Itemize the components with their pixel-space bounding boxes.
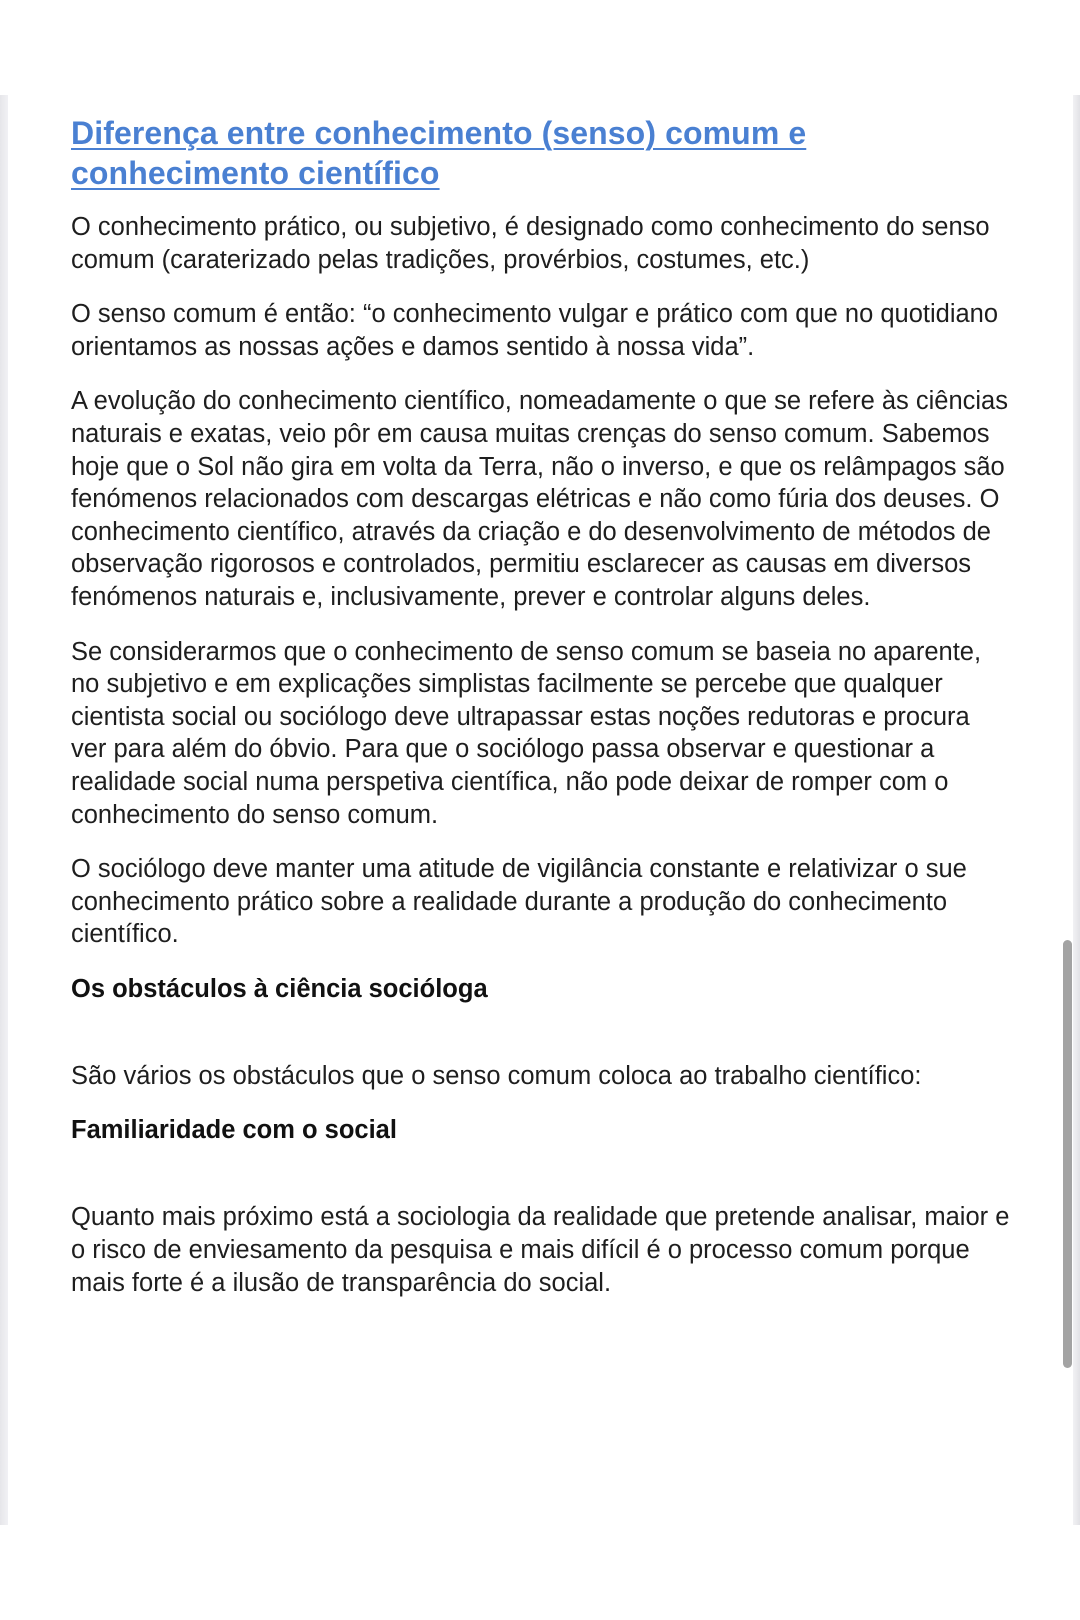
page-border-left	[0, 95, 8, 1525]
paragraph-scientific-evolution: A evolução do conhecimento científico, nomeadamente o que se refere às ciências naturais e exatas, veio pôr em causa muitas crenças do senso comum. Sabemos hoje que o Sol não gira em volta da Terra, não o inverso, e que os relâmpagos são fenómenos relacionados com descargas elétricas e não como fúria dos deuses. O conhecimento científico, através da criação e do desenvolvimento de métodos de observação rigorosos e controlados, permitiu esclarecer as causas em diversos fenómenos naturais e, inclusivamente, prever e controlar alguns deles.	[71, 387, 1008, 611]
vertical-scrollbar-thumb[interactable]	[1063, 940, 1072, 1368]
paragraph-vigilance: O sociólogo deve manter uma atitude de vigilância constante e relativizar o sue conhecimento prático sobre a realidade durante a produção do conhecimento científico.	[71, 855, 967, 949]
page-border-right	[1073, 95, 1080, 1525]
document-viewport[interactable]	[0, 95, 1080, 1525]
section-title-link[interactable]: Diferença entre conhecimento (senso) comum e conhecimento científico	[71, 115, 807, 191]
paragraph-obstacles-intro: São vários os obstáculos que o senso comum coloca ao trabalho científico:	[71, 1061, 922, 1090]
heading-obstacles: Os obstáculos à ciência sociólogа	[71, 974, 488, 1003]
document-content	[71, 113, 1011, 1321]
heading-familiarity: Familiaridade com o social	[71, 1116, 397, 1145]
paragraph-senso-comum-quote: O senso comum é então: “o conhecimento vulgar e prático com que no quotidiano orientamos as nossas ações e damos sentido à nossa vida”.	[71, 300, 999, 361]
paragraph-senso-comum-definition: O conhecimento prático, ou subjetivo, é designado como conhecimento do senso comum (caraterizado pelas tradições, provérbios, costumes, etc.)	[71, 213, 990, 274]
paragraph-sociologist-rupture: Se considerarmos que o conhecimento de senso comum se baseia no aparente, no subjetivo e em explicações simplistas facilmente se percebe que qualquer cientista social ou sociólogo deve ultrapassar estas noções redutoras e procura ver para além do óbvio. Para que o sociólogo passa observar e questionar a realidade social numa perspetiva científica, não pode deixar de romper com o conhecimento do senso comum.	[71, 637, 982, 829]
paragraph-familiarity-body: Quanto mais próximo está a sociologia da realidade que pretende analisar, maior e o risco de enviesamento da pesquisa e mais difícil é o processo comum porque mais forte é a ilusão de transparência do social.	[71, 1203, 1010, 1297]
spacer	[71, 1005, 1011, 1060]
spacer	[71, 1146, 1011, 1201]
